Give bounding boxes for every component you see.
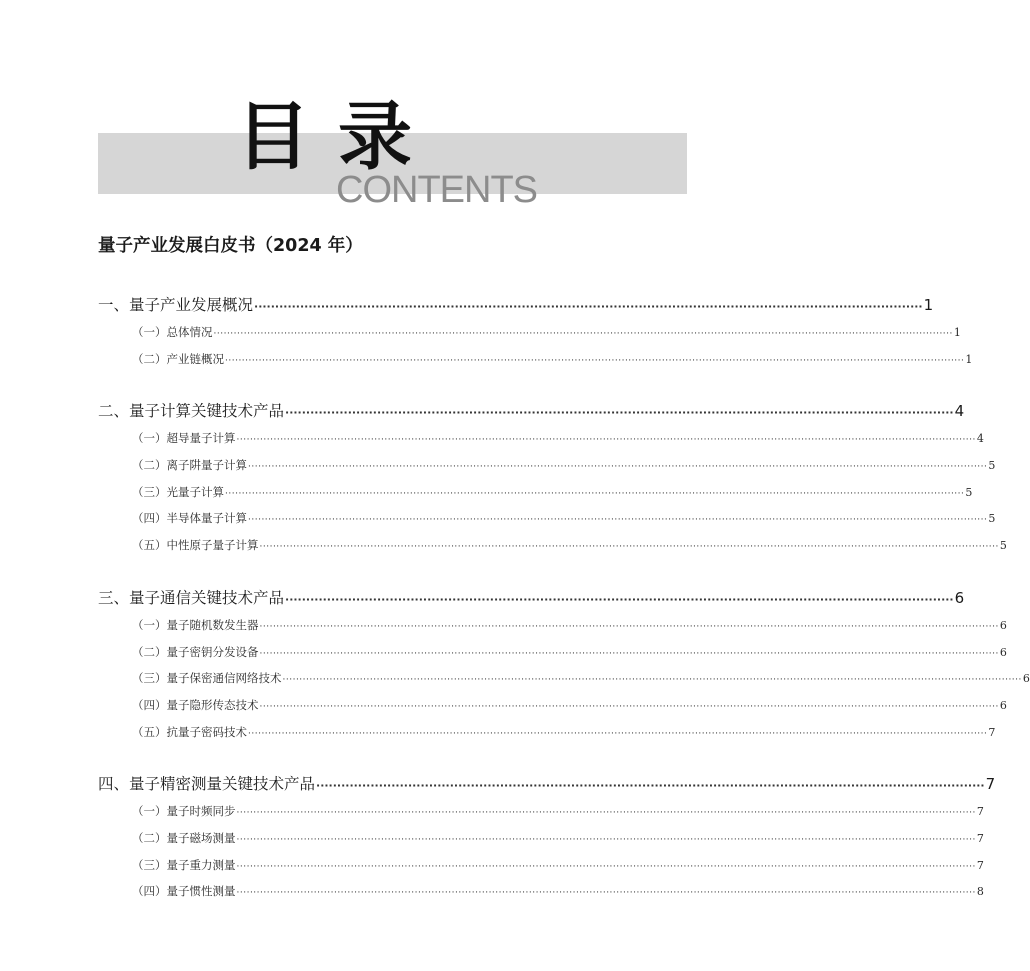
toc-entry-label: （五）中性原子量子计算 (132, 538, 259, 553)
toc-entry-label: （三）量子重力测量 (132, 857, 236, 872)
dot-leader: ···························································································································································································································· (213, 329, 953, 339)
toc-entry-label: （一）量子时频同步 (132, 804, 236, 819)
toc-page-number: 6 (999, 618, 1007, 632)
toc-section-label: 一、量子产业发展概况 (98, 296, 254, 314)
dot-leader: ···························································································································································································································· (236, 888, 976, 899)
toc-entry[interactable] (98, 639, 1007, 666)
toc-page-number: 1 (953, 326, 961, 339)
toc-page-number: 7 (976, 805, 984, 819)
dot-leader: ···························································································································································································································· (236, 808, 976, 819)
toc-page-number: 5 (988, 459, 996, 473)
toc-page-number: 6 (999, 645, 1007, 659)
dot-leader: ···························································································································································································································· (236, 435, 976, 446)
toc-entry-label: （三）光量子计算 (132, 484, 224, 499)
toc-section-label: 二、量子计算关键技术产品 (98, 402, 285, 421)
dot-leader: ···························································································································································································································· (259, 621, 999, 632)
toc-entry-label: （一）量子随机数发生器 (132, 617, 259, 632)
toc-section (98, 398, 1007, 558)
toc-entry[interactable] (98, 505, 996, 532)
toc-section-heading[interactable] (98, 398, 965, 425)
document-title: 量子产业发展白皮书（2024 年） (98, 236, 363, 256)
dot-leader: ································································································································································ (285, 406, 954, 420)
toc-section-label: 四、量子精密测量关键技术产品 (98, 775, 316, 794)
toc-entry[interactable] (98, 798, 984, 825)
toc-page-number: 5 (999, 539, 1007, 553)
toc-page-number: 5 (965, 485, 973, 499)
contents-title: 目录 (236, 94, 440, 180)
dot-leader: ···························································································································································································································· (236, 861, 976, 872)
dot-leader: ···························································································································································································································· (248, 462, 988, 473)
toc-entry[interactable] (98, 719, 996, 746)
toc-page-number: 6 (1022, 672, 1030, 686)
toc-section-heading[interactable] (98, 292, 934, 319)
toc-page-number: 7 (976, 831, 984, 845)
dot-leader: ································································································································································ (254, 300, 923, 313)
dot-leader: ···························································································································································································································· (248, 515, 988, 526)
toc-entry-label: （二）量子磁场测量 (132, 830, 236, 845)
toc-page-number: 6 (999, 698, 1007, 712)
toc-entry-label: （四）量子隐形传态技术 (132, 697, 259, 712)
dot-leader: ···························································································································································································································· (259, 701, 999, 712)
toc-entry-label: （二）产业链概况 (132, 351, 224, 366)
toc-page-number: 4 (954, 402, 965, 421)
toc-entry[interactable] (98, 665, 1030, 692)
toc-entry-label: （一）总体情况 (132, 325, 213, 339)
toc-entry[interactable] (98, 825, 984, 852)
toc-section (98, 771, 996, 905)
toc-entry-label: （四）量子惯性测量 (132, 884, 236, 899)
dot-leader: ································································································································································ (285, 592, 954, 606)
toc-page-number: 5 (988, 512, 996, 526)
toc-entry[interactable] (98, 425, 984, 452)
toc-page-number: 7 (988, 725, 996, 739)
toc-entry[interactable] (98, 852, 984, 879)
toc-page-number: 1 (923, 296, 934, 314)
toc-page-number: 8 (976, 885, 984, 899)
toc-page-number: 7 (976, 858, 984, 872)
dot-leader: ···························································································································································································································· (225, 355, 965, 366)
toc-entry-label: （四）半导体量子计算 (132, 511, 247, 526)
toc-entry-label: （五）抗量子密码技术 (132, 724, 247, 739)
toc-page-number: 7 (985, 775, 996, 794)
toc-section (98, 292, 973, 372)
dot-leader: ···························································································································································································································· (248, 728, 988, 739)
toc-entry-label: （一）超导量子计算 (132, 431, 236, 446)
toc-entry-label: （二）量子密钥分发设备 (132, 644, 259, 659)
contents-title-english: CONTENTS (336, 169, 537, 211)
toc-entry-label: （二）离子阱量子计算 (132, 458, 247, 473)
toc-section (98, 585, 1030, 745)
dot-leader: ···························································································································································································································· (236, 834, 976, 845)
toc-entry[interactable] (98, 692, 1007, 719)
dot-leader: ···························································································································································································································· (259, 542, 999, 553)
toc-entry[interactable] (98, 532, 1007, 559)
toc-entry[interactable] (98, 612, 1007, 639)
toc-entry-label: （三）量子保密通信网络技术 (132, 671, 282, 686)
toc-section-heading[interactable] (98, 585, 965, 612)
dot-leader: ································································································································································ (316, 779, 985, 793)
toc-entry[interactable] (98, 479, 973, 506)
toc-page-number: 6 (954, 588, 965, 607)
table-of-contents (98, 292, 1030, 931)
toc-section-heading[interactable] (98, 771, 996, 798)
dot-leader: ···························································································································································································································· (225, 488, 965, 499)
dot-leader: ···························································································································································································································· (259, 648, 999, 659)
toc-entry[interactable] (98, 319, 961, 346)
toc-entry[interactable] (98, 878, 984, 905)
toc-page-number: 4 (976, 432, 984, 446)
toc-section-label: 三、量子通信关键技术产品 (98, 588, 285, 607)
toc-entry[interactable] (98, 452, 996, 479)
dot-leader: ···························································································································································································································· (282, 675, 1022, 686)
toc-entry[interactable] (98, 346, 973, 373)
toc-page-number: 1 (965, 352, 973, 366)
